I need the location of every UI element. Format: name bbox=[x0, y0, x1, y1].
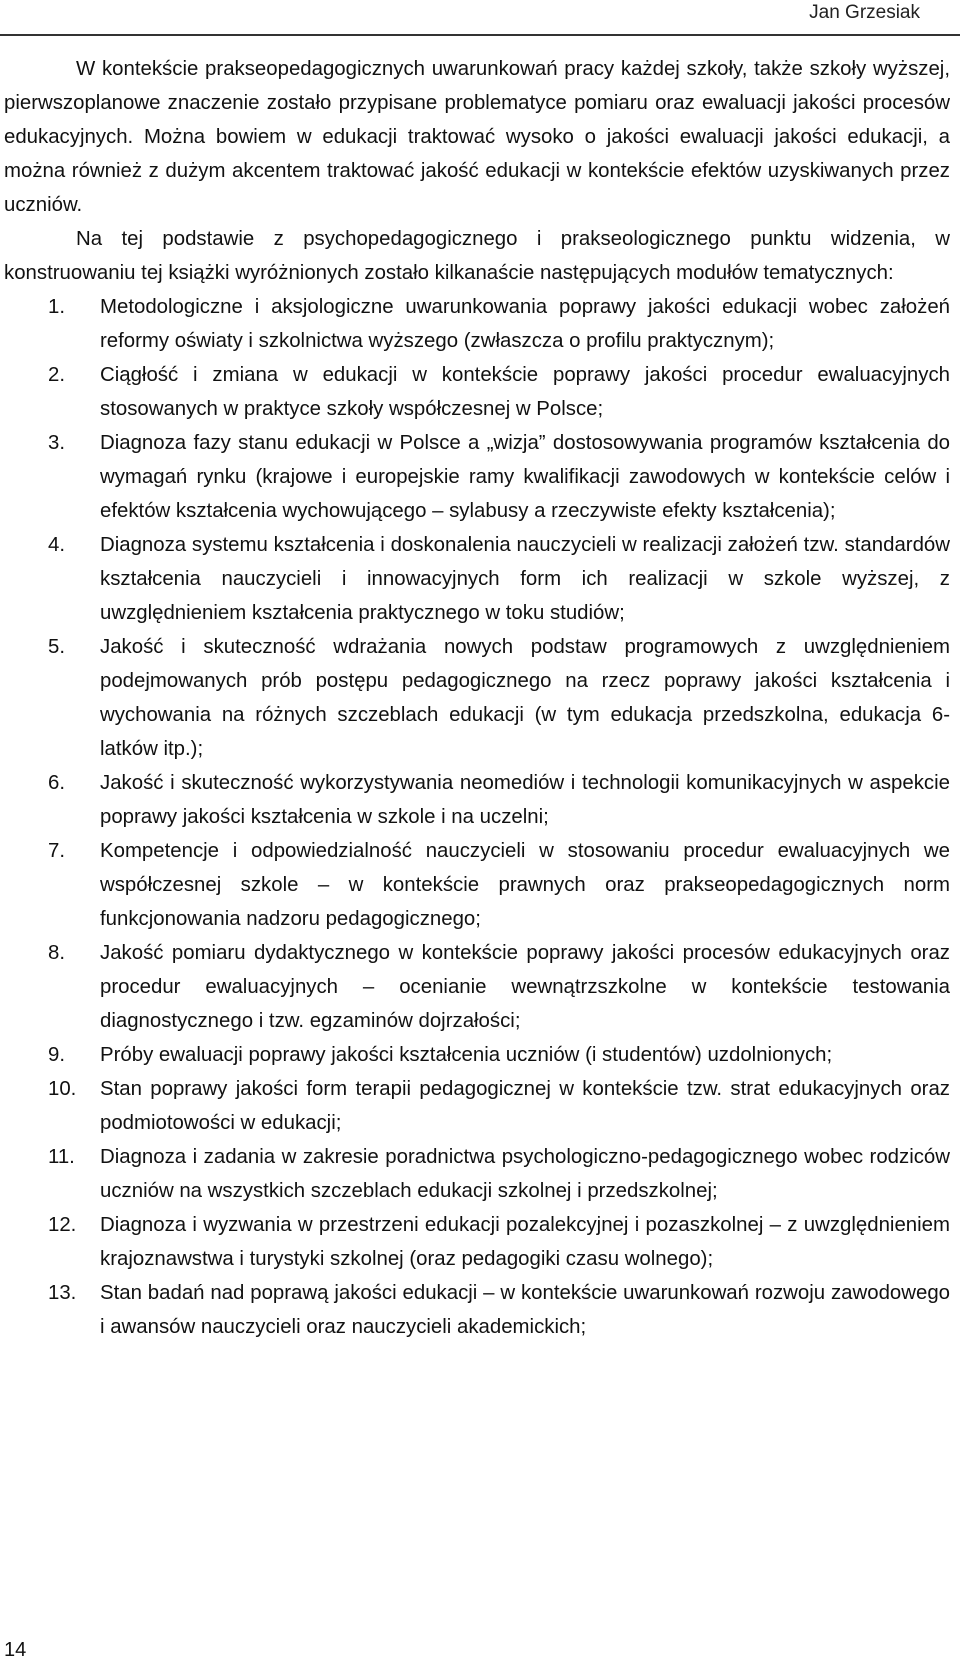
list-item bbox=[4, 290, 950, 358]
list-item-number: 10. bbox=[48, 1078, 77, 1100]
list-item bbox=[4, 1140, 950, 1208]
list-item-number: 2. bbox=[48, 364, 66, 386]
list-item bbox=[4, 358, 950, 426]
body-text bbox=[4, 52, 950, 1344]
paragraph-intro: W kontekście prakseopedagogicznych uwarunkowań pracy każdej szkoły, także szkoły wyższej, pierwszoplanowe znaczenie zostało przypisane problematyce pomiaru oraz ewaluacji jakości procesów edukacyjnych. Można bowiem w edukacji traktować wysoko o jakości ewaluacji jakości edukacji, a można również z dużym akcentem traktować jakość edukacji w kontekście efektów uzyskiwanych przez uczniów. bbox=[4, 58, 950, 216]
list-item-number: 6. bbox=[48, 772, 66, 794]
running-head: Jan Grzesiak bbox=[809, 2, 920, 23]
list-item bbox=[4, 834, 950, 936]
list-item-text: Diagnoza fazy stanu edukacji w Polsce a „wizja” dostosowywania programów kształcenia do wymagań rynku (krajowe i europejskie ramy kwalifikacji zawodowych w kontekście celów i efektów kształcenia wychowującego – sylabusy a rzeczywiste efekty kształcenia); bbox=[100, 432, 950, 522]
page-number: 14 bbox=[4, 1639, 27, 1661]
list-item-number: 5. bbox=[48, 636, 66, 658]
list-item-text: Ciągłość i zmiana w edukacji w kontekście poprawy jakości procedur ewaluacyjnych stosowanych w praktyce szkoły współczesnej w Polsce; bbox=[100, 364, 950, 420]
list-item-text: Jakość i skuteczność wdrażania nowych podstaw programowych z uwzględnieniem podejmowanych prób postępu pedagogicznego na rzecz poprawy jakości kształcenia i wychowania na różnych szczeblach edukacji (w tym edukacja przedszkolna, edukacja 6-latków itp.); bbox=[100, 636, 950, 760]
list-item bbox=[4, 528, 950, 630]
list-item-text: Jakość i skuteczność wykorzystywania neomediów i technologii komunikacyjnych w aspekcie poprawy jakości kształcenia w szkole i na uczelni; bbox=[100, 772, 950, 828]
module-list bbox=[4, 290, 950, 1344]
list-item-text: Kompetencje i odpowiedzialność nauczycieli w stosowaniu procedur ewaluacyjnych we współczesnej szkole – w kontekście prawnych oraz prakseopedagogicznych norm funkcjonowania nadzoru pedagogicznego; bbox=[100, 840, 950, 930]
list-item bbox=[4, 630, 950, 766]
list-item-number: 13. bbox=[48, 1282, 77, 1304]
list-item-number: 4. bbox=[48, 534, 66, 556]
list-item-text: Stan badań nad poprawą jakości edukacji – w kontekście uwarunkowań rozwoju zawodowego i awansów nauczycieli oraz nauczycieli akademickich; bbox=[100, 1282, 950, 1338]
list-item-text: Diagnoza i zadania w zakresie poradnictwa psychologiczno-pedagogicznego wobec rodziców uczniów na wszystkich szczeblach edukacji szkolnej i przedszkolnej; bbox=[100, 1146, 950, 1202]
header-rule bbox=[0, 34, 960, 36]
list-item-text: Stan poprawy jakości form terapii pedagogicznej w kontekście tzw. strat edukacyjnych oraz podmiotowości w edukacji; bbox=[100, 1078, 950, 1134]
list-item bbox=[4, 1208, 950, 1276]
list-item bbox=[4, 1276, 950, 1344]
list-item-text: Metodologiczne i aksjologiczne uwarunkowania poprawy jakości edukacji wobec założeń reformy oświaty i szkolnictwa wyższego (zwłaszcza o profilu praktycznym); bbox=[100, 296, 950, 352]
list-item bbox=[4, 1072, 950, 1140]
list-item bbox=[4, 766, 950, 834]
list-item-text: Jakość pomiaru dydaktycznego w kontekście poprawy jakości procesów edukacyjnych oraz procedur ewaluacyjnych – ocenianie wewnątrzszkolne w kontekście testowania diagnostycznego i tzw. egzaminów dojrzałości; bbox=[100, 942, 950, 1032]
list-item-number: 3. bbox=[48, 432, 66, 454]
list-item bbox=[4, 426, 950, 528]
list-item-text: Diagnoza i wyzwania w przestrzeni edukacji pozalekcyjnej i pozaszkolnej – z uwzględnieniem krajoznawstwa i turystyki szkolnej (oraz pedagogiki czasu wolnego); bbox=[100, 1214, 950, 1270]
list-item-text: Próby ewaluacji poprawy jakości kształcenia uczniów (i studentów) uzdolnionych; bbox=[100, 1044, 833, 1066]
list-item-number: 12. bbox=[48, 1214, 77, 1236]
list-item-number: 11. bbox=[48, 1146, 75, 1168]
list-item-number: 1. bbox=[48, 296, 66, 318]
list-item-text: Diagnoza systemu kształcenia i doskonalenia nauczycieli w realizacji założeń tzw. standardów kształcenia nauczycieli i innowacyjnych form ich realizacji w szkole wyższej, z uwzględnieniem kształcenia praktycznego w toku studiów; bbox=[100, 534, 950, 624]
list-item bbox=[4, 936, 950, 1038]
paragraph-modules-intro: Na tej podstawie z psychopedagogicznego i prakseologicznego punktu widzenia, w konstruowaniu tej książki wyróżnionych zostało kilkanaście następujących modułów tematycznych: bbox=[4, 228, 950, 284]
list-item-number: 7. bbox=[48, 840, 66, 862]
list-item-number: 9. bbox=[48, 1044, 66, 1066]
list-item bbox=[4, 1038, 950, 1072]
list-item-number: 8. bbox=[48, 942, 66, 964]
